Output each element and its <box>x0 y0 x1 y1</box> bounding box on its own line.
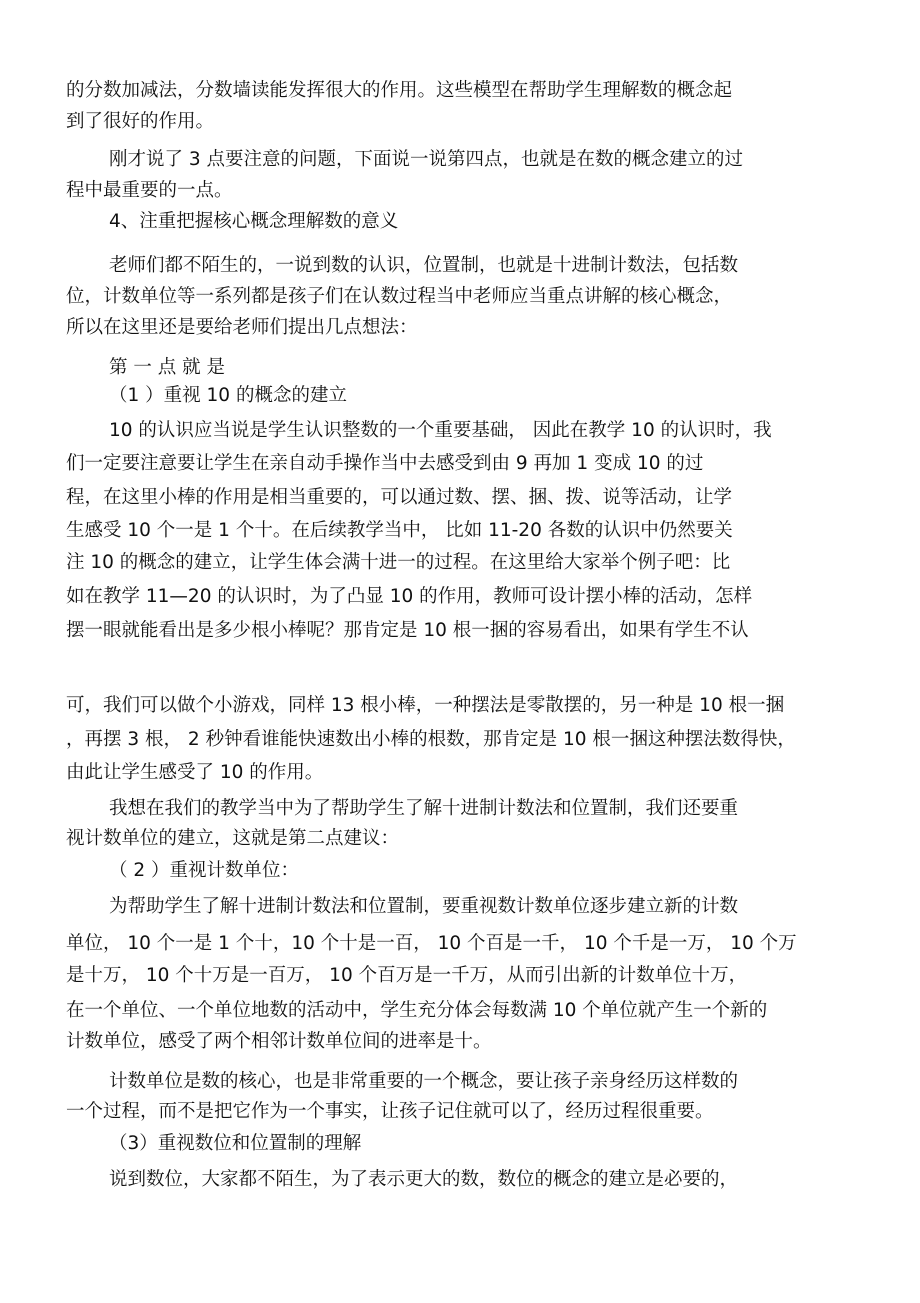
text-line: 10 的认识应当说是学生认识整数的一个重要基础， 因此在教学 10 的认识时，我 <box>109 420 772 441</box>
text-line: 如在教学 11—20 的认识时，为了凸显 10 的作用，教师可设计摆小棒的活动，怎样 <box>66 586 753 607</box>
text-line: 为帮助学生了解十进制计数法和位置制，要重视数计数单位逐步建立新的计数 <box>109 896 739 917</box>
text-line: 所以在这里还是要给老师们提出几点想法： <box>66 317 418 338</box>
subsection-heading: （1 ）重视 10 的概念的建立 <box>109 385 347 406</box>
text-line: 生感受 10 个一是 1 个十。在后续教学当中， 比如 11-20 各数的认识中仍然要关 <box>66 520 733 541</box>
text-line: 由此让学生感受了 10 的作用。 <box>66 762 324 783</box>
subsection-heading: （3）重视数位和位置制的理解 <box>109 1133 362 1154</box>
text-line: 可，我们可以做个小游戏，同样 13 根小棒，一种摆法是零散摆的，另一种是 10 根一捆 <box>66 695 785 716</box>
text-line: 摆一眼就能看出是多少根小棒呢？那肯定是 10 根一捆的容易看出，如果有学生不认 <box>66 620 749 641</box>
text-line: 单位， 10 个一是 1 个十，10 个十是一百， 10 个百是一千， 10 个千是一万， 10 个万 <box>66 933 797 954</box>
text-line: 说到数位，大家都不陌生，为了表示更大的数，数位的概念的建立是必要的， <box>109 1169 739 1190</box>
text-line: 的分数加减法，分数墙读能发挥很大的作用。这些模型在帮助学生理解数的概念起 <box>66 80 733 101</box>
text-line: 刚才说了 3 点要注意的问题，下面说一说第四点，也就是在数的概念建立的过 <box>109 149 744 170</box>
text-line: 位，计数单位等一系列都是孩子们在认数过程当中老师应当重点讲解的核心概念， <box>66 286 733 307</box>
text-line: 我想在我们的教学当中为了帮助学生了解十进制计数法和位置制，我们还要重 <box>109 798 739 819</box>
text-line: 程中最重要的一点。 <box>66 180 233 201</box>
text-line: ，再摆 3 根， 2 秒钟看谁能快速数出小棒的根数，那肯定是 10 根一捆这种摆法数得快， <box>66 729 796 750</box>
text-line: 注 10 的概念的建立，让学生体会满十进一的过程。在这里给大家举个例子吧：比 <box>66 552 731 573</box>
text-line: 第 一 点 就 是 <box>109 357 226 378</box>
text-line: 是十万， 10 个十万是一百万， 10 个百万是一千万，从而引出新的计数单位十万， <box>66 965 748 986</box>
text-line: 视计数单位的建立，这就是第二点建议： <box>66 828 400 849</box>
text-line: 在一个单位、一个单位地数的活动中，学生充分体会每数满 10 个单位就产生一个新的 <box>66 1000 768 1021</box>
subsection-heading: （ 2 ）重视计数单位： <box>109 860 300 881</box>
text-line: 程，在这里小棒的作用是相当重要的，可以通过数、摆、捆、拨、说等活动，让学 <box>66 487 733 508</box>
text-line: 到了很好的作用。 <box>66 111 215 132</box>
text-line: 老师们都不陌生的，一说到数的认识，位置制，也就是十进制计数法，包括数 <box>109 255 739 276</box>
text-line: 计数单位是数的核心，也是非常重要的一个概念，要让孩子亲身经历这样数的 <box>109 1071 739 1092</box>
text-line: 一个过程，而不是把它作为一个事实，让孩子记住就可以了，经历过程很重要。 <box>66 1101 714 1122</box>
text-line: 计数单位，感受了两个相邻计数单位间的进率是十。 <box>66 1031 492 1052</box>
text-line: 们一定要注意要让学生在亲自动手操作当中去感受到由 9 再加 1 变成 10 的过 <box>66 453 704 474</box>
section-heading: 4、注重把握核心概念理解数的意义 <box>109 211 399 232</box>
